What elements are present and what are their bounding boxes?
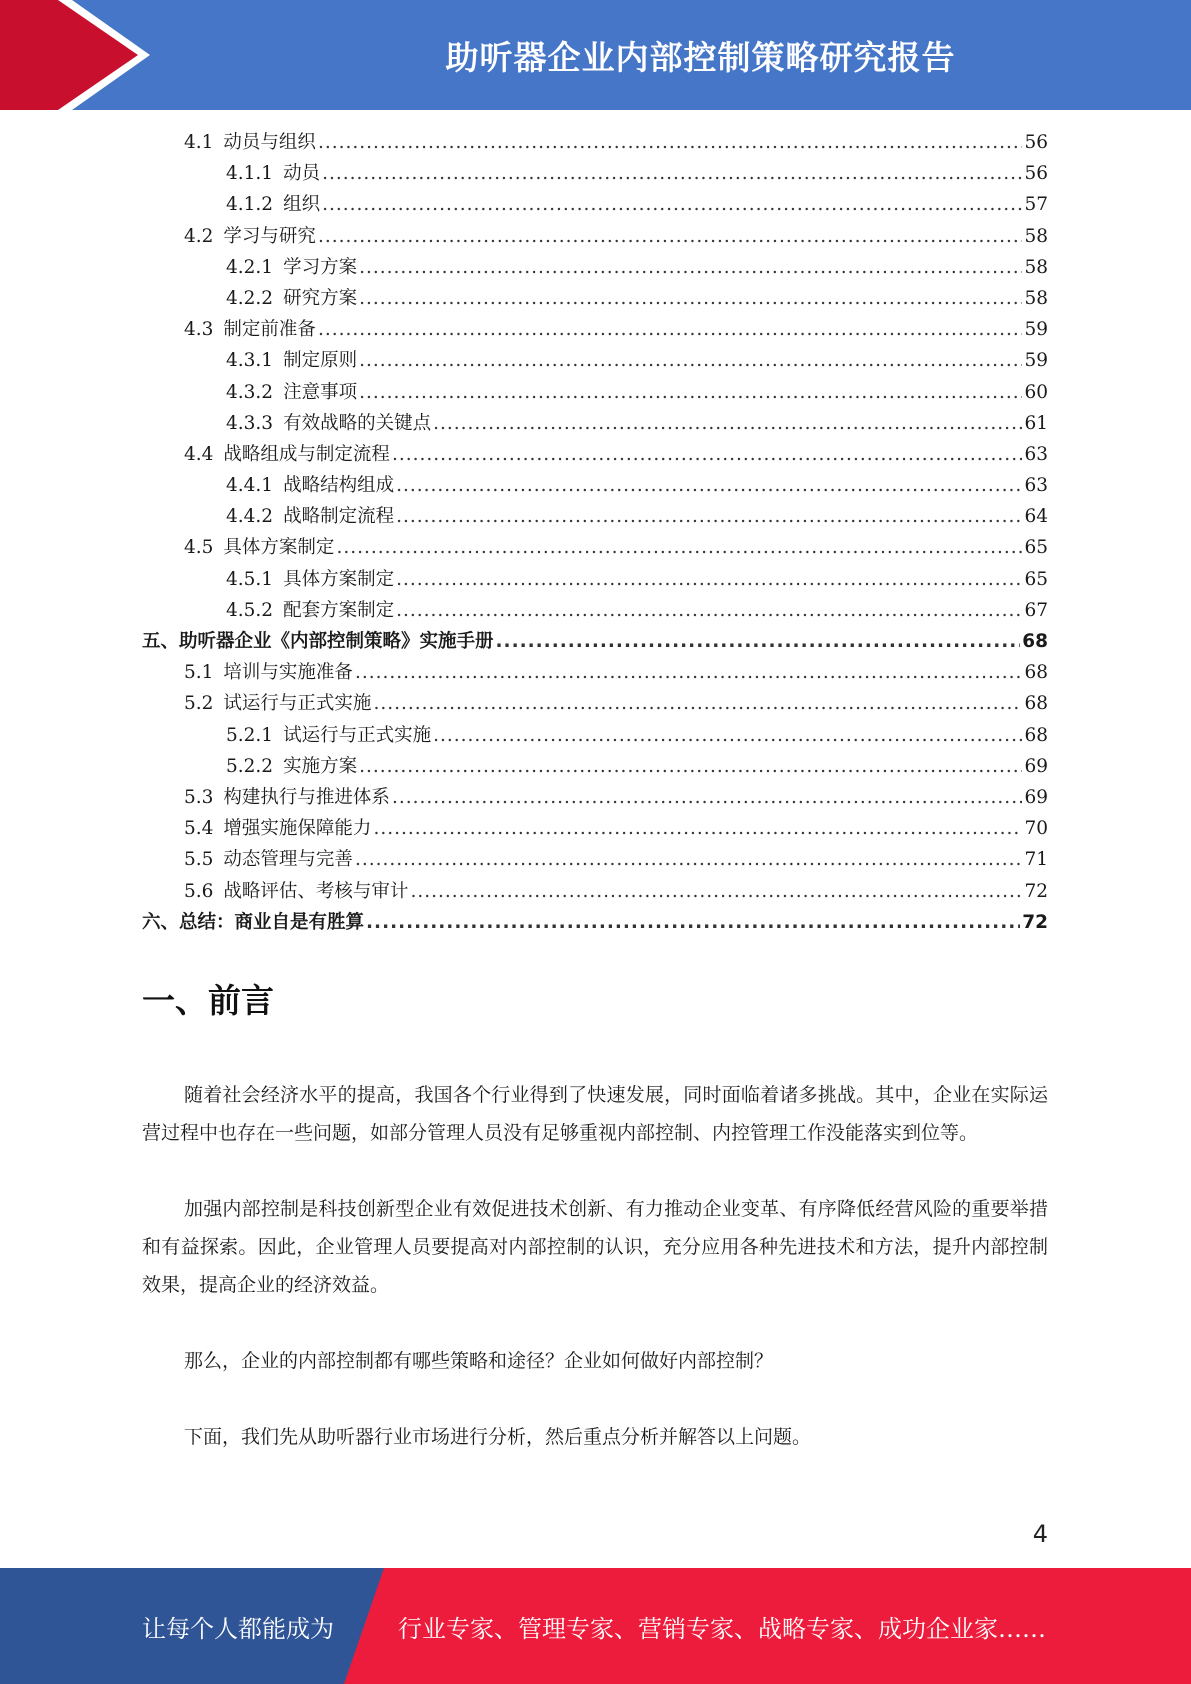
toc-dot-leader	[373, 693, 1022, 714]
toc-entry-label: 动态管理与完善	[223, 849, 353, 871]
toc-entry[interactable]	[142, 190, 1048, 221]
toc-entry-page: 56	[1024, 132, 1048, 153]
toc-entry[interactable]	[142, 222, 1048, 253]
toc-entry-page: 63	[1024, 475, 1048, 497]
toc-entry[interactable]	[142, 284, 1048, 315]
toc-entry-number: 5.1	[184, 662, 214, 684]
toc-entry-page: 58	[1024, 287, 1048, 309]
toc-entry-number: 4.1	[184, 132, 214, 153]
toc-dot-leader	[392, 787, 1023, 808]
toc-entry-label: 动员与组织	[223, 132, 316, 153]
toc-dot-leader	[433, 413, 1022, 434]
toc-dot-leader	[359, 350, 1022, 371]
toc-entry-label: 制定前准备	[223, 319, 316, 341]
toc-entry-page: 58	[1024, 256, 1048, 278]
document-title: 助听器企业内部控制策略研究报告	[445, 37, 956, 77]
toc-entry[interactable]	[142, 440, 1048, 471]
toc-entry[interactable]	[142, 409, 1048, 440]
toc-entry-page: 68	[1022, 631, 1048, 652]
toc-entry-label: 具体方案制定	[223, 537, 335, 559]
toc-dot-leader	[336, 537, 1022, 558]
toc-entry-page: 56	[1024, 163, 1048, 185]
toc-entry-label: 学习与研究	[223, 225, 316, 247]
toc-entry-label: 制定原则	[283, 350, 358, 372]
toc-entry-number: 4.3.1	[226, 350, 274, 372]
toc-entry-number: 4.4	[184, 443, 214, 465]
toc-entry-page: 59	[1024, 350, 1048, 372]
toc-entry-page: 70	[1024, 818, 1048, 840]
toc-entry-number: 4.2	[184, 225, 214, 247]
toc-entry[interactable]	[142, 315, 1048, 346]
toc-entry[interactable]	[142, 471, 1048, 502]
page-number: 4	[1032, 1520, 1048, 1548]
toc-entry-page: 60	[1024, 381, 1048, 403]
table-of-contents	[142, 128, 1048, 939]
toc-entry[interactable]	[142, 658, 1048, 689]
toc-entry[interactable]	[142, 721, 1048, 752]
toc-entry[interactable]	[142, 908, 1048, 939]
toc-entry-number: 4.3.2	[226, 381, 274, 403]
toc-entry-number: 5.2.1	[226, 724, 274, 746]
toc-entry[interactable]	[142, 845, 1048, 876]
toc-entry[interactable]	[142, 627, 1048, 658]
toc-entry-label: 五、助听器企业《内部控制策略》实施手册	[142, 631, 494, 652]
toc-entry[interactable]	[142, 565, 1048, 596]
toc-entry-page: 61	[1024, 412, 1048, 434]
paragraph: 那么，企业的内部控制都有哪些策略和途径？企业如何做好内部控制？	[184, 1350, 774, 1372]
toc-entry-number: 5.5	[184, 849, 214, 871]
toc-entry-page: 59	[1024, 319, 1048, 341]
toc-entry-number: 4.5	[184, 537, 214, 559]
toc-dot-leader	[496, 631, 1021, 652]
toc-entry-label: 构建执行与推进体系	[223, 786, 390, 808]
toc-dot-leader	[359, 756, 1022, 777]
toc-entry-label: 战略结构组成	[283, 475, 395, 497]
chevron-decoration-icon	[0, 0, 150, 110]
section-heading: 一、前言	[142, 981, 274, 1020]
toc-entry-number: 5.6	[184, 880, 214, 902]
toc-entry[interactable]	[142, 159, 1048, 190]
toc-entry-number: 4.4.1	[226, 475, 274, 497]
toc-dot-leader	[359, 382, 1022, 403]
toc-entry-page: 64	[1024, 506, 1048, 528]
toc-dot-leader	[359, 288, 1022, 309]
toc-entry-number: 4.4.2	[226, 506, 274, 528]
toc-dot-leader	[373, 818, 1022, 839]
footer-slogan-left: 让每个人都能成为	[142, 1614, 334, 1643]
toc-dot-leader	[355, 662, 1023, 683]
toc-entry-number: 4.5.1	[226, 568, 274, 590]
toc-entry-label: 试运行与正式实施	[223, 693, 372, 715]
toc-dot-leader	[359, 257, 1022, 278]
toc-entry-number: 5.4	[184, 818, 214, 840]
toc-entry-label: 组织	[283, 194, 321, 216]
toc-entry-label: 战略制定流程	[283, 506, 395, 528]
toc-entry-page: 57	[1024, 194, 1048, 216]
toc-entry-number: 4.1.2	[226, 194, 274, 216]
toc-entry-page: 68	[1024, 693, 1048, 715]
toc-entry-label: 六、总结：商业自是有胜算	[142, 911, 365, 933]
toc-entry-number: 4.2.2	[226, 287, 274, 309]
toc-entry[interactable]	[142, 502, 1048, 533]
toc-entry-page: 63	[1024, 443, 1048, 465]
toc-entry[interactable]	[142, 533, 1048, 564]
toc-entry-number: 4.3	[184, 319, 214, 341]
toc-dot-leader	[322, 163, 1022, 184]
toc-dot-leader	[318, 319, 1023, 340]
toc-entry[interactable]	[142, 752, 1048, 783]
toc-entry-label: 研究方案	[283, 287, 358, 309]
toc-dot-leader	[318, 226, 1023, 247]
toc-entry-number: 5.2.2	[226, 755, 274, 777]
toc-entry-label: 配套方案制定	[283, 599, 395, 621]
toc-entry-page: 68	[1024, 662, 1048, 684]
toc-dot-leader	[355, 849, 1023, 870]
toc-dot-leader	[318, 132, 1023, 153]
toc-entry-number: 4.1.1	[226, 163, 274, 185]
toc-entry[interactable]	[142, 877, 1048, 908]
toc-entry[interactable]	[142, 128, 1048, 159]
toc-entry-page: 72	[1022, 911, 1048, 933]
toc-entry-label: 有效战略的关键点	[283, 412, 432, 434]
toc-dot-leader	[392, 444, 1023, 465]
toc-dot-leader	[396, 475, 1022, 496]
toc-entry-page: 67	[1024, 599, 1048, 621]
toc-dot-leader	[396, 600, 1022, 621]
toc-entry-label: 注意事项	[283, 381, 358, 403]
toc-entry-label: 增强实施保障能力	[223, 818, 372, 840]
toc-entry-label: 动员	[283, 163, 321, 185]
toc-entry-number: 5.2	[184, 693, 214, 715]
toc-entry-label: 实施方案	[283, 755, 358, 777]
paragraph: 下面，我们先从助听器行业市场进行分析，然后重点分析并解答以上问题。	[184, 1426, 812, 1448]
toc-dot-leader	[433, 725, 1022, 746]
toc-entry-label: 战略评估、考核与审计	[223, 880, 409, 902]
footer-slogan-right: 行业专家、管理专家、营销专家、战略专家、成功企业家……	[398, 1614, 1046, 1643]
toc-entry-page: 71	[1024, 849, 1048, 871]
toc-entry-number: 5.3	[184, 786, 214, 808]
toc-entry-number: 4.5.2	[226, 599, 274, 621]
paragraph: 随着社会经济水平的提高，我国各个行业得到了快速发展，同时面临着诸多挑战。其中，企业在实际运营过程中也存在一些问题，如部分管理人员没有足够重视内部控制、内控管理工作没能落实到位等。	[142, 1084, 1048, 1144]
toc-dot-leader	[322, 194, 1022, 215]
toc-entry-label: 培训与实施准备	[223, 662, 353, 684]
toc-dot-leader	[396, 569, 1022, 590]
header-banner	[0, 0, 1191, 110]
toc-entry[interactable]	[142, 596, 1048, 627]
toc-entry[interactable]	[142, 378, 1048, 409]
toc-entry-label: 试运行与正式实施	[283, 724, 432, 746]
toc-dot-leader	[396, 506, 1022, 527]
toc-entry[interactable]	[142, 253, 1048, 284]
footer-banner	[0, 1568, 1191, 1684]
toc-entry[interactable]	[142, 689, 1048, 720]
toc-entry-page: 69	[1024, 755, 1048, 777]
toc-entry-label: 具体方案制定	[283, 568, 395, 590]
paragraph: 加强内部控制是科技创新型企业有效促进技术创新、有力推动企业变革、有序降低经营风险的重要举措和有益探索。因此，企业管理人员要提高对内部控制的认识，充分应用各种先进技术和方法，提升内部控制效果，提高企业的经济效益。	[142, 1198, 1048, 1296]
toc-entry-label: 学习方案	[283, 256, 358, 278]
toc-entry[interactable]	[142, 814, 1048, 845]
toc-dot-leader	[366, 912, 1020, 933]
toc-entry-label: 战略组成与制定流程	[223, 443, 390, 465]
toc-entry-number: 4.2.1	[226, 256, 274, 278]
toc-entry-page: 68	[1024, 724, 1048, 746]
toc-entry-page: 58	[1024, 225, 1048, 247]
toc-entry-page: 72	[1024, 880, 1048, 902]
toc-entry-page: 65	[1024, 568, 1048, 590]
toc-entry-page: 69	[1024, 786, 1048, 808]
toc-entry-page: 65	[1024, 537, 1048, 559]
toc-entry[interactable]	[142, 346, 1048, 377]
toc-entry[interactable]	[142, 783, 1048, 814]
section-body	[142, 1076, 1048, 1494]
toc-dot-leader	[410, 881, 1022, 902]
toc-entry-number: 4.3.3	[226, 412, 274, 434]
